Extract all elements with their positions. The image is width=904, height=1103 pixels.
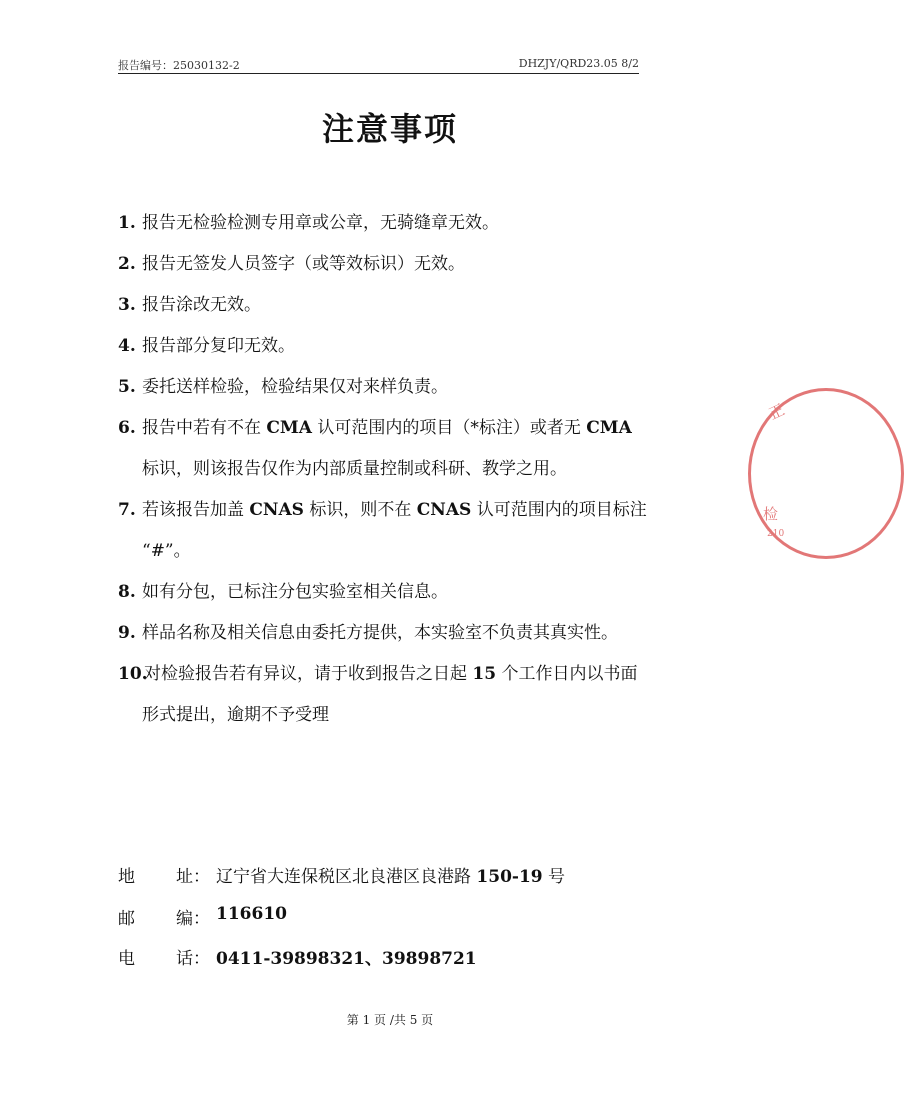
- page-title: 注意事项: [321, 110, 458, 148]
- list-item: 7. 若该报告加盖 CNAS 标识，则不在 CNAS 认可范围内的项目标注: [118, 500, 647, 520]
- list-item-continuation: 形式提出，逾期不予受理: [142, 705, 329, 725]
- document-code: DHZJY/QRD23.05 8/2: [518, 57, 639, 70]
- red-seal-stamp: 正 检 210: [748, 388, 904, 559]
- report-number: 报告编号：25030132-2: [118, 59, 240, 72]
- page-number: 第 1 页 /共 5 页: [346, 1013, 434, 1027]
- list-item-continuation: “#”。: [142, 541, 191, 561]
- list-item: 9. 样品名称及相关信息由委托方提供，本实验室不负责其真实性。: [118, 623, 618, 643]
- list-item: 10.对检验报告若有异议，请于收到报告之日起 15 个工作日内以书面: [118, 664, 638, 684]
- list-item: 8. 如有分包，已标注分包实验室相关信息。: [118, 582, 448, 602]
- list-item: 5. 委托送样检验，检验结果仅对来样负责。: [118, 377, 448, 397]
- list-item: 1. 报告无检验检测专用章或公章，无骑缝章无效。: [118, 213, 499, 233]
- list-item: 4. 报告部分复印无效。: [118, 336, 295, 356]
- list-item: 2. 报告无签发人员签字（或等效标识）无效。: [118, 254, 465, 274]
- list-item-continuation: 标识，则该报告仅作为内部质量控制或科研、教学之用。: [142, 459, 567, 479]
- list-item: 6. 报告中若有不在 CMA 认可范围内的项目（*标注）或者无 CMA: [118, 418, 632, 438]
- page-header: [118, 56, 639, 74]
- list-item: 3. 报告涂改无效。: [118, 295, 261, 315]
